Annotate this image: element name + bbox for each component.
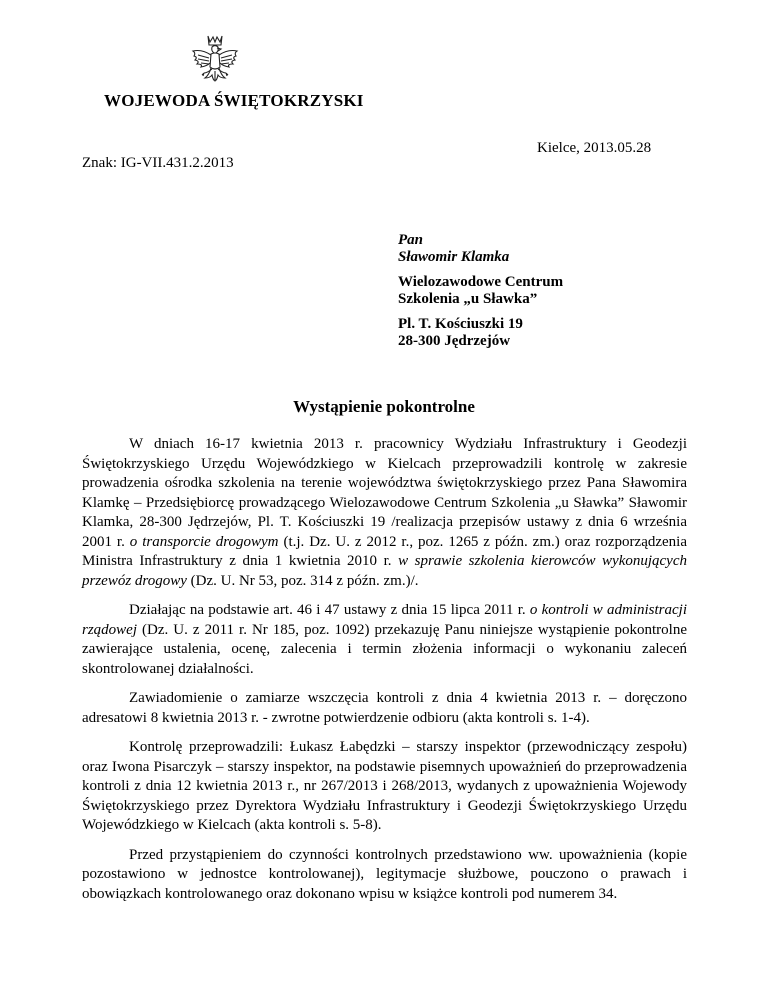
addressee-org-line2: Szkolenia „u Sławka” <box>398 291 538 307</box>
crowned-eagle-emblem-icon <box>190 33 240 89</box>
addressee-block <box>398 232 563 350</box>
addressee-salutation: Pan <box>398 232 424 248</box>
addressee-street: Pl. T. Kościuszki 19 <box>398 316 523 332</box>
body-paragraph-2: Działając na podstawie art. 46 i 47 ustawy z dnia 15 lipca 2011 r. o kontroli w administracji rządowej (Dz. U. z 2011 r. Nr 185, poz. 1092) przekazuję Panu niniejsze wystąpienie pokontrolne zawierające ustalenia, ocenę, zalecenia i termin złożenia informacji o wykonaniu zaleceń skontrolowanej działalności. <box>82 602 687 677</box>
document-title: Wystąpienie pokontrolne <box>293 397 475 416</box>
body-paragraph-3: Zawiadomienie o zamiarze wszczęcia kontroli z dnia 4 kwietnia 2013 r. – doręczono adresatowi 8 kwietnia 2013 r. - zwrotne potwierdzenie odbioru (akta kontroli s. 1-4). <box>82 690 687 726</box>
body-paragraph-4: Kontrolę przeprowadzili: Łukasz Łabędzki – starszy inspektor (przewodniczący zespołu) oraz Iwona Pisarczyk – starszy inspektor, na podstawie pisemnych upoważnień do przeprowadzenia kontroli z dnia 12 kwietnia 2013 r., nr 267/2013 i 268/2013, wydanych z upoważnienia Wojewody Świętokrzyskiego przez Dyrektora Wydziału Infrastruktury i Geodezji Świętokrzyskiego Urzędu Wojewódzkiego w Kielcach (akta kontroli s. 5-8). <box>82 739 687 833</box>
letter-body <box>82 435 687 914</box>
issuing-authority: WOJEWODA ŚWIĘTOKRZYSKI <box>104 91 364 110</box>
addressee-postal-city: 28-300 Jędrzejów <box>398 333 511 349</box>
addressee-name: Sławomir Klamka <box>398 249 510 265</box>
body-paragraph-5: Przed przystąpieniem do czynności kontrolnych przedstawiono ww. upoważnienia (kopie pozostawiono w jednostce kontrolowanej), legitymacje służbowe, pouczono o prawach i obowiązkach kontrolowanego oraz dokonano wpisu w książce kontroli pod numerem 34. <box>82 846 687 902</box>
reference-number: Znak: IG-VII.431.2.2013 <box>82 155 234 171</box>
place-and-date: Kielce, 2013.05.28 <box>537 140 652 156</box>
body-paragraph-1: W dniach 16-17 kwietnia 2013 r. pracownicy Wydziału Infrastruktury i Geodezji Świętokrzyskiego Urzędu Wojewódzkiego w Kielcach przeprowadzili kontrolę w zakresie prowadzenia ośrodka szkolenia na terenie województwa świętokrzyskiego przez Pana Sławomira Klamkę – Przedsiębiorcę prowadzącego Wielozawodowe Centrum Szkolenia „u Sławka” Sławomir Klamka, 28-300 Jędrzejów, Pl. T. Kościuszki 19 /realizacja przepisów ustawy z dnia 6 września 2001 r. o transporcie drogowym (t.j. Dz. U. z 2012 r., poz. 1265 z późn. zm.) oraz rozporządzenia Ministra Infrastruktury z dnia 1 kwietnia 2010 r. w sprawie szkolenia kierowców wykonujących przewóz drogowy (Dz. U. Nr 53, poz. 314 z późn. zm.)/. <box>82 436 688 589</box>
addressee-org-line1: Wielozawodowe Centrum <box>398 274 564 290</box>
